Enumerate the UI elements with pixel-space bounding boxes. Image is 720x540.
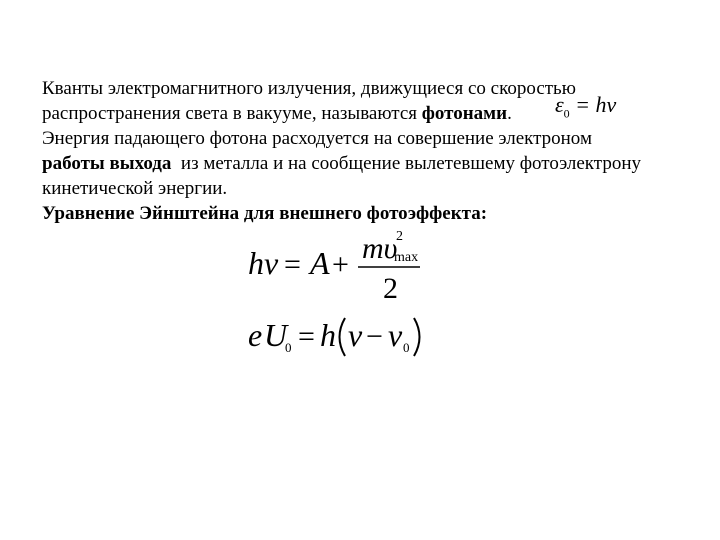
eq2-equals: = (298, 320, 315, 353)
text-line-2-prefix: распространения света в вакууме, называются (42, 103, 422, 124)
eq2-U-subscript: 0 (285, 340, 292, 355)
eq2-U: U (264, 317, 288, 353)
eq2-minus: − (366, 320, 383, 353)
text-line-1: Кванты электромагнитного излучения, движущиеся со скоростью (42, 78, 576, 99)
eq2-nu: ν (348, 317, 363, 353)
text-line-4-suffix: из металла и на сообщение вылетевшему фотоэлектрону (171, 153, 641, 174)
text-line-5: кинетической энергии. (42, 178, 228, 199)
term-work-function: работы выхода (42, 153, 172, 174)
eq2-h: h (320, 317, 336, 353)
eq1-plus: + (332, 248, 349, 281)
epsilon-subscript: 0 (563, 106, 570, 121)
eq2-left-paren (340, 318, 346, 356)
text-line-2-suffix: . (507, 103, 512, 124)
eq2-right-paren (414, 318, 420, 356)
eq1-lhs: hν (248, 245, 279, 281)
eq1-equals: = (284, 248, 301, 281)
eq2-e: e (248, 317, 263, 353)
text-line-4 (42, 151, 692, 176)
photocurrent-equation (248, 312, 448, 360)
eq1-work-function: A (310, 245, 330, 281)
photon-energy-formula (555, 92, 616, 121)
eq1-numerator: mυ (362, 232, 398, 265)
formula-rhs: = hν (569, 92, 617, 117)
text-line-3: Энергия падающего фотона расходуется на совершение электроном (42, 128, 592, 149)
term-photons: фотонами (421, 103, 508, 124)
epsilon-symbol: ε (555, 92, 564, 117)
einstein-equation-heading (42, 201, 692, 226)
eq1-subscript-max: max (394, 250, 419, 265)
eq2-nu0-subscript: 0 (403, 340, 410, 355)
eq1-denominator: 2 (383, 272, 398, 304)
eq2-nu0: ν (388, 317, 403, 353)
heading-text: Уравнение Эйнштейна для внешнего фотоэффекта: (42, 203, 488, 224)
einstein-equation (248, 228, 448, 304)
eq1-power: 2 (396, 229, 403, 244)
